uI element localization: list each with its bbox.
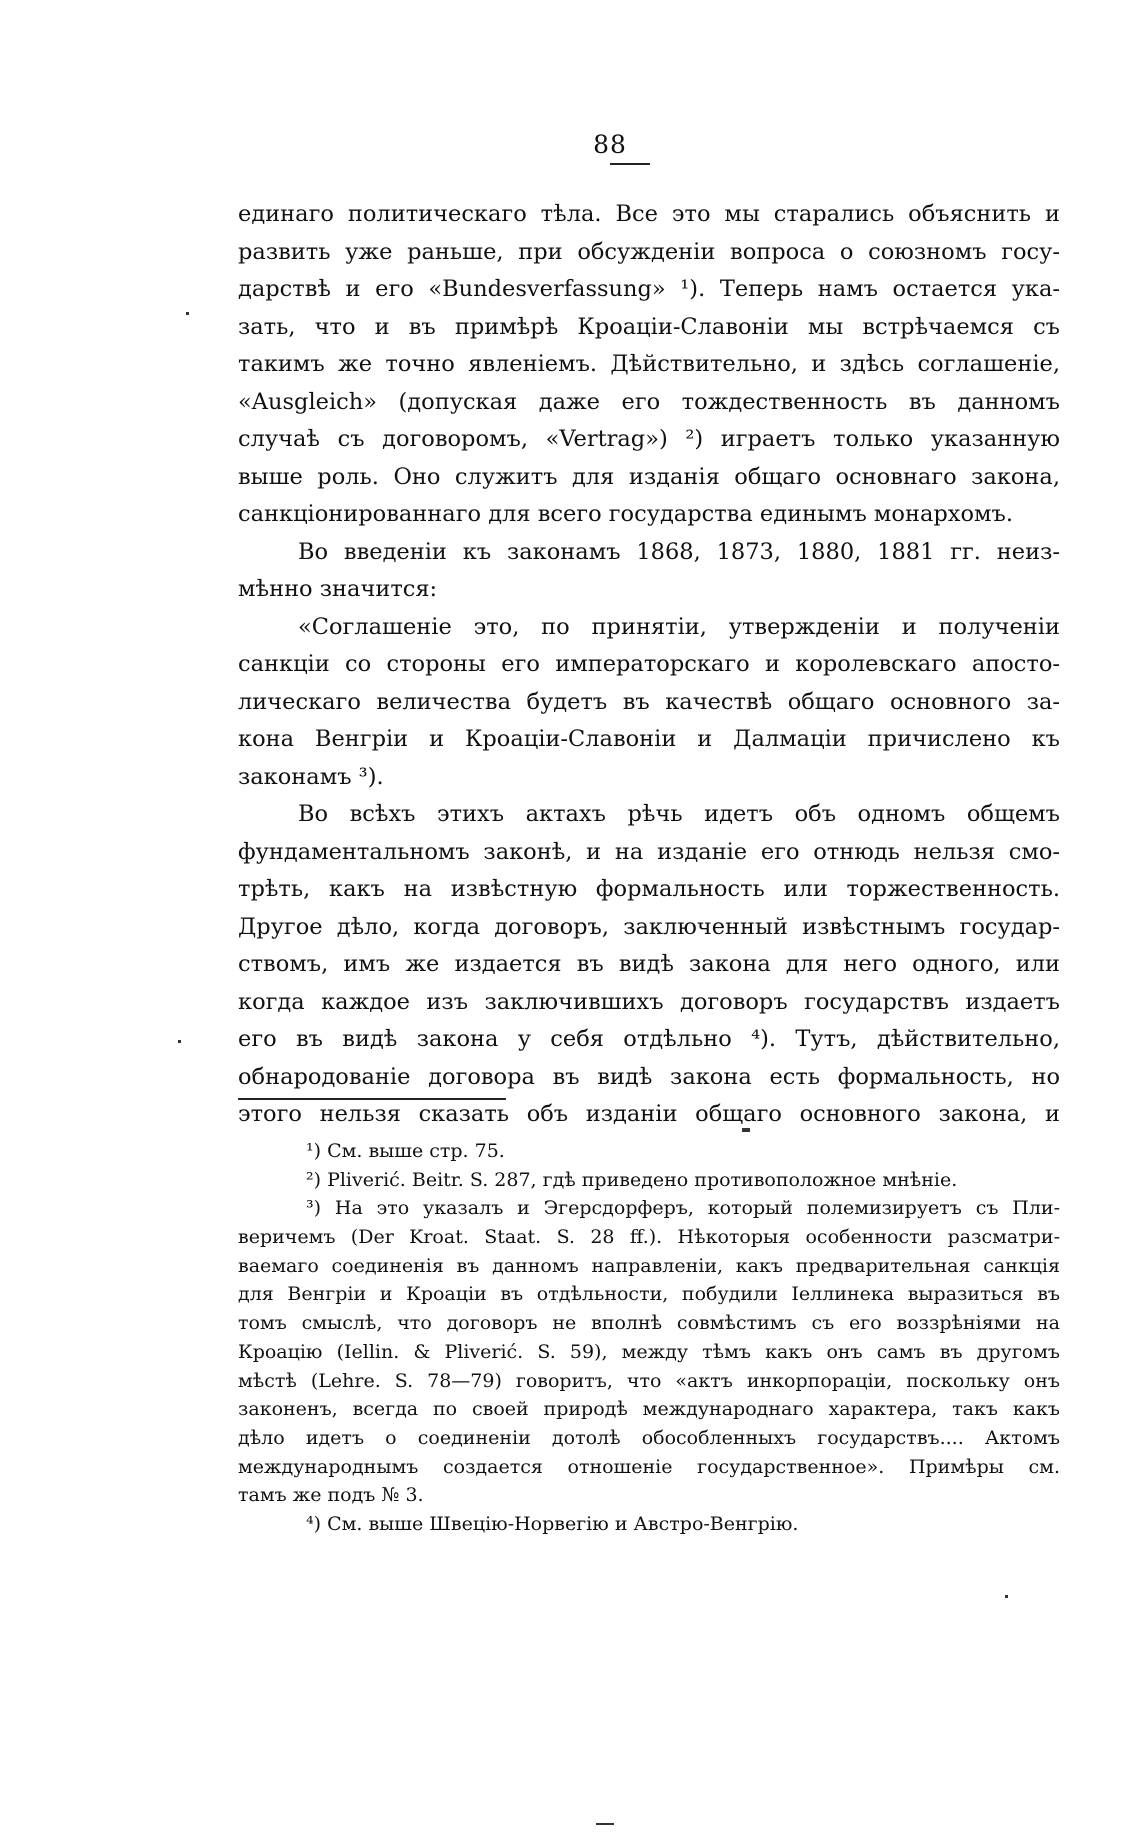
text-line: санкціонированнаго для всего государства единымъ монархомъ.	[238, 501, 1013, 527]
footnote-line: для Венгріи и Кроаціи въ отдѣльности, побудили Іеллинека выразиться въ	[238, 1283, 1060, 1306]
scan-speck	[596, 1823, 614, 1825]
footnote-line: мѣстѣ (Lehre. S. 78—79) говоритъ, что «актъ инкорпораціи, поскольку онъ	[238, 1369, 1060, 1392]
footnote-line: ¹) См. выше стр. 75.	[306, 1140, 505, 1162]
footnote-line: Кроацію (Iellin. & Pliverić. S. 59), между тѣмъ какъ онъ самъ въ другомъ	[238, 1340, 1060, 1363]
text-line: Другое дѣло, когда договоръ, заключенный извѣстнымъ государ-	[238, 913, 1060, 940]
footnotes	[238, 1137, 1060, 1539]
text-line: случаѣ съ договоромъ, «Vertrag») ²) играетъ только указанную	[238, 426, 1060, 452]
footnote-line: тамъ же подъ № 3.	[238, 1484, 424, 1507]
text-line: ствомъ, имъ же издается въ видѣ закона для него одного, или	[238, 951, 1060, 977]
text-line: санкціи со стороны его императорскаго и королевскаго апосто-	[238, 651, 1060, 677]
page-number-rule	[610, 163, 650, 165]
scan-speck	[1005, 1595, 1008, 1598]
footnote-separator	[238, 1098, 506, 1100]
scan-speck	[186, 312, 189, 315]
scan-speck	[742, 1128, 750, 1132]
text-line: этого нельзя сказать объ изданіи общаго основного закона, и	[238, 1101, 1060, 1127]
text-line: лическаго величества будетъ въ качествѣ общаго основного за-	[238, 688, 1060, 715]
text-line: обнародованіе договора въ видѣ закона есть формальность, но	[238, 1063, 1060, 1090]
scan-speck	[178, 1040, 181, 1043]
text-line: выше роль. Оно служитъ для изданія общаго основнаго закона,	[238, 463, 1060, 490]
text-line: «Ausgleich» (допуская даже его тождественность въ данномъ	[238, 388, 1060, 415]
page-number: 88	[593, 130, 627, 159]
text-line: Во всѣхъ этихъ актахъ рѣчь идетъ объ одномъ общемъ	[298, 801, 1060, 827]
text-line: единаго политическаго тѣла. Все это мы старались объяснить и	[238, 201, 1060, 227]
text-line: кона Венгріи и Кроаціи-Славоніи и Далмаціи причислено къ	[238, 726, 1060, 752]
footnote-line: ⁴) См. выше Швецію-Норвегію и Австро-Венгрію.	[306, 1512, 799, 1535]
text-line: фундаментальномъ законѣ, и на изданіе его отнюдь нельзя смо-	[238, 838, 1060, 865]
footnote-line: законенъ, всегда по своей природѣ международнаго характера, такъ какъ	[238, 1398, 1060, 1421]
text-line: такимъ же точно явленіемъ. Дѣйствительно, и здѣсь соглашеніе,	[238, 351, 1060, 377]
text-line: Во введеніи къ законамъ 1868, 1873, 1880, 1881 гг. неиз-	[298, 538, 1060, 565]
text-line: мѣнно значится:	[238, 576, 438, 602]
footnote-line: ²) Pliverić. Beitr. S. 287, гдѣ приведено противоположное мнѣніе.	[306, 1168, 958, 1191]
footnote-line: ваемаго соединенія въ данномъ направленіи, какъ предварительная санкція	[238, 1254, 1060, 1277]
text-line: трѣть, какъ на извѣстную формальность или торжественность.	[238, 876, 1060, 902]
text-line: «Соглашеніе это, по принятіи, утвержденіи и полученіи	[298, 613, 1060, 640]
footnote-line: международнымъ создается отношеніе государственное». Примѣры см.	[238, 1455, 1060, 1478]
text-line: зать, что и въ примѣрѣ Кроаціи-Славоніи мы встрѣчаемся съ	[238, 313, 1060, 340]
footnote-line: дѣло идетъ о соединеніи дотолѣ обособленныхъ государствъ.... Актомъ	[238, 1426, 1060, 1449]
text-line: его въ видѣ закона у себя отдѣльно ⁴). Тутъ, дѣйствительно,	[238, 1026, 1060, 1052]
text-line: дарствѣ и его «Bundesverfassung» ¹). Теперь намъ остается ука-	[238, 276, 1060, 302]
main-text	[238, 196, 1060, 1134]
footnote-line: ³) На это указалъ и Эгерсдорферъ, который полемизируетъ съ Пли-	[306, 1197, 1060, 1220]
text-line: законамъ ³).	[238, 763, 384, 790]
text-line: развить уже раньше, при обсужденіи вопроса о союзномъ госу-	[238, 238, 1060, 265]
footnote-line: томъ смыслѣ, что договоръ не вполнѣ совмѣстимъ съ его воззрѣніями на	[238, 1312, 1060, 1335]
footnote-line: веричемъ (Der Kroat. Staat. S. 28 ff.). Нѣкоторыя особенности разсматри-	[238, 1226, 1060, 1249]
text-line: когда каждое изъ заключившихъ договоръ государствъ издаетъ	[238, 988, 1060, 1015]
